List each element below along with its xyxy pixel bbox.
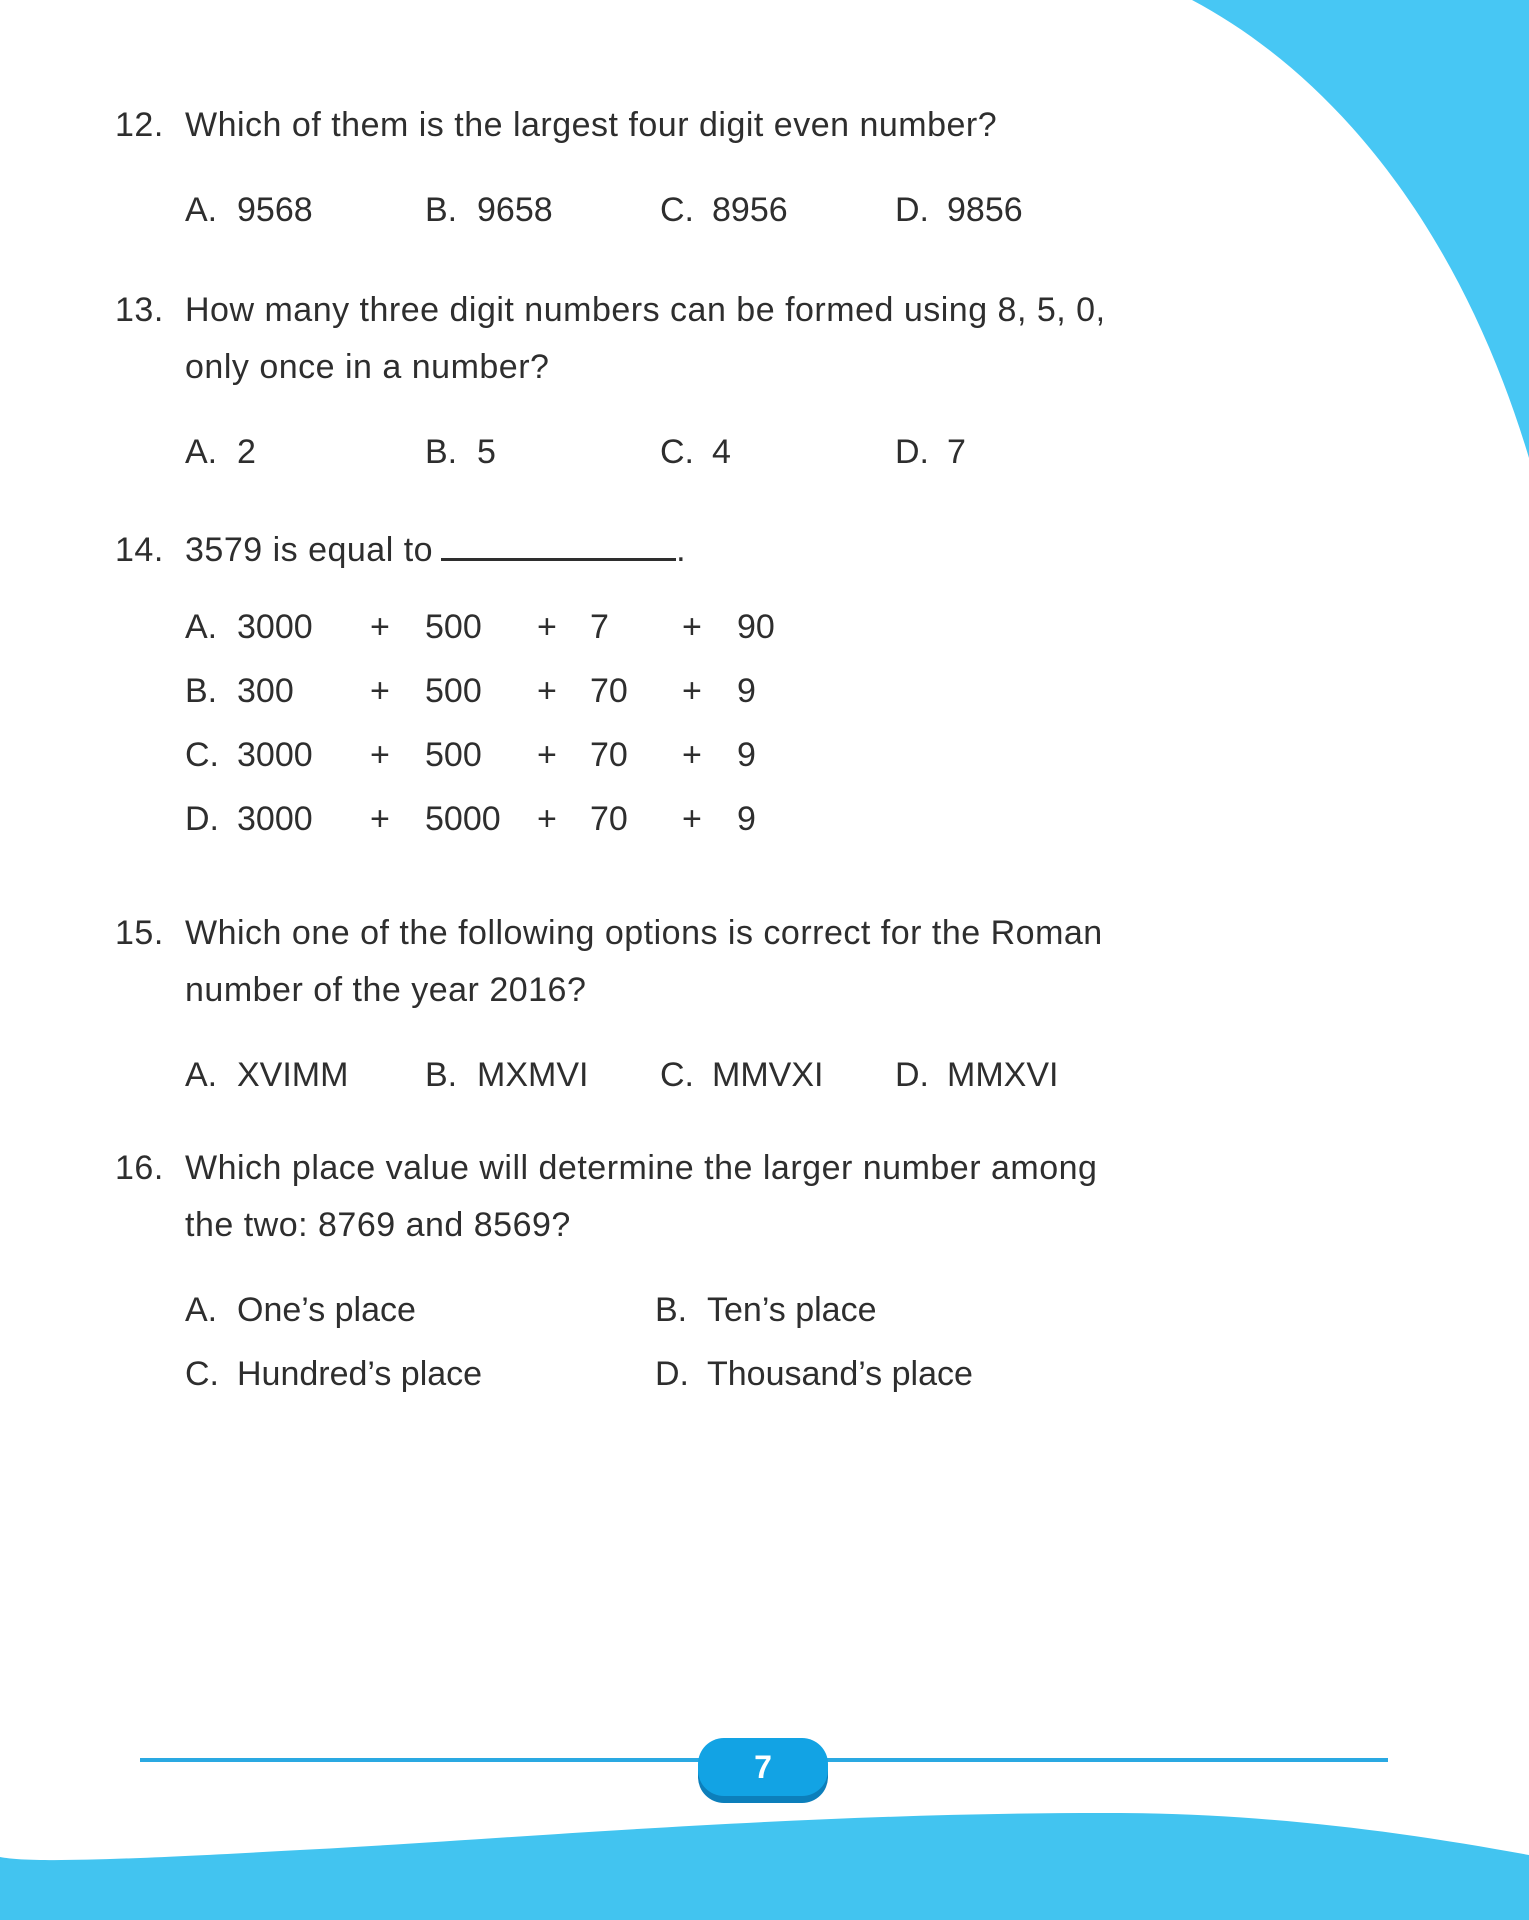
- options-grid: A. 3000 + 500 + 7 + 90 B. 300 + 500 + 70 + 9 C. 3000 + 500 + 70 + 9 D. 3000 + 5000 + 70 + 9: [185, 599, 1439, 848]
- option-c: C. 4: [660, 433, 731, 471]
- option-a: A. One’s place: [185, 1291, 416, 1329]
- options-row: [185, 182, 1439, 239]
- option-a: A. 2: [185, 433, 256, 471]
- option-d: D. Thousand’s place: [655, 1355, 973, 1393]
- option-c: C. Hundred’s place: [185, 1355, 483, 1393]
- options-row: [185, 1047, 1439, 1104]
- question-number: 13.: [115, 291, 164, 329]
- option-c: C. 8956: [660, 191, 788, 229]
- question-text: 3579 is equal to .: [185, 522, 1439, 579]
- question-number: 14.: [115, 531, 164, 569]
- question-text-line-1: Which one of the following options is correct for the Roman: [185, 914, 1103, 952]
- page-number: 7: [754, 1748, 772, 1785]
- option-d: D. 7: [895, 433, 966, 471]
- question-text-line-2: the two: 8769 and 8569?: [185, 1206, 571, 1244]
- question-number: 12.: [115, 106, 164, 144]
- question-text-line-2: only once in a number?: [185, 348, 550, 386]
- options-row: [185, 424, 1439, 481]
- option-a: A. 9568: [185, 191, 313, 229]
- question-text-line-1: How many three digit numbers can be formed using 8, 5, 0,: [185, 291, 1106, 329]
- question-text-line-2: number of the year 2016?: [185, 971, 587, 1009]
- option-b: B. Ten’s place: [655, 1291, 877, 1329]
- question-16: [115, 1140, 1439, 1403]
- option-a-letter: A.: [185, 608, 218, 646]
- question-12: [115, 97, 1439, 239]
- page-number-badge: [698, 1738, 828, 1796]
- question-15: [115, 905, 1439, 1104]
- option-b-letter: B.: [185, 672, 218, 710]
- option-d: D. MMXVI: [895, 1056, 1059, 1094]
- question-14: [115, 522, 1439, 848]
- bottom-wave-decoration: [0, 1800, 1529, 1920]
- option-d-letter: D.: [185, 800, 219, 838]
- question-number: 15.: [115, 914, 164, 952]
- options-grid: [185, 1282, 1439, 1403]
- option-a: A. XVIMM: [185, 1056, 349, 1094]
- fill-in-blank: [441, 528, 676, 561]
- option-b: B. 5: [425, 433, 496, 471]
- question-number: 16.: [115, 1149, 164, 1187]
- question-13: [115, 282, 1439, 481]
- option-b: B. MXMVI: [425, 1056, 589, 1094]
- option-d: D. 9856: [895, 191, 1023, 229]
- option-c-letter: C.: [185, 736, 219, 774]
- question-text: Which of them is the largest four digit even number?: [185, 106, 998, 144]
- question-text-line-1: Which place value will determine the larger number among: [185, 1149, 1098, 1187]
- option-c: C. MMVXI: [660, 1056, 824, 1094]
- option-b: B. 9658: [425, 191, 553, 229]
